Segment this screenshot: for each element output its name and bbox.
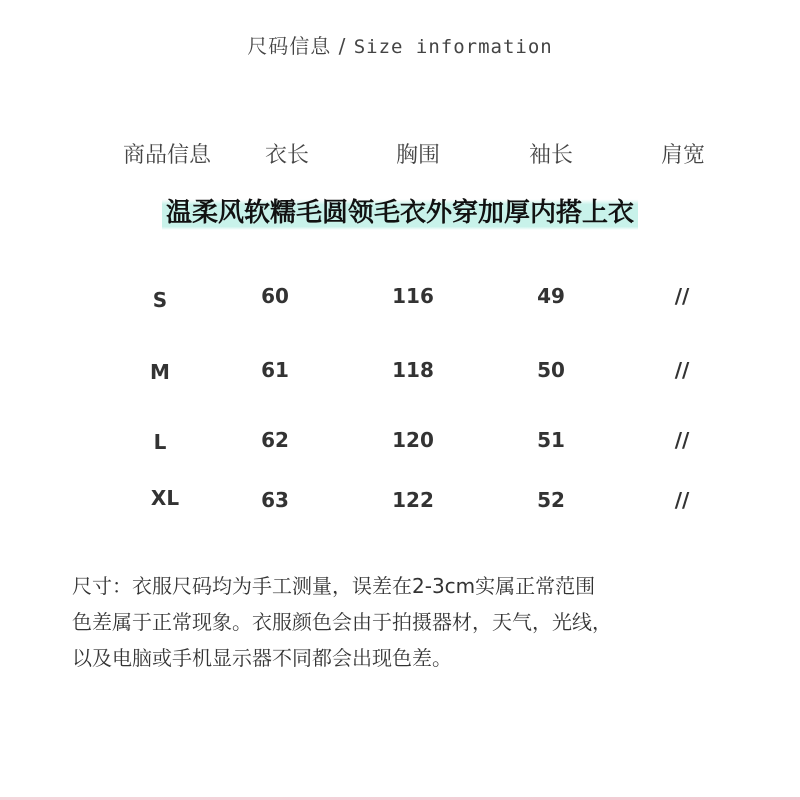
length-cell: 63 xyxy=(261,488,289,512)
column-header-shoulder: 肩宽 xyxy=(660,143,706,168)
title-chinese: 尺码信息 xyxy=(247,34,332,58)
note-line: 以及电脑或手机显示器不同都会出现色差。 xyxy=(72,646,452,670)
table-row xyxy=(0,428,800,464)
table-row xyxy=(0,284,800,320)
size-cell: XL xyxy=(150,486,180,510)
shoulder-cell: // xyxy=(674,284,690,308)
size-cell: M xyxy=(150,360,170,384)
sleeve-cell: 49 xyxy=(537,284,565,308)
sleeve-cell: 52 xyxy=(537,488,565,512)
column-header-product-info: 商品信息 xyxy=(122,143,212,168)
chest-cell: 116 xyxy=(392,284,434,308)
size-cell: S xyxy=(152,288,168,312)
note-line: 色差属于正常现象。衣服颜色会由于拍摄器材，天气，光线， xyxy=(72,610,612,634)
title-separator: / xyxy=(331,34,354,58)
product-name xyxy=(0,192,800,229)
shoulder-cell: // xyxy=(674,358,690,382)
column-header-sleeve: 袖长 xyxy=(528,143,574,168)
shoulder-cell: // xyxy=(674,428,690,452)
note-line: 尺寸：衣服尺码均为手工测量，误差在2-3cm实属正常范围 xyxy=(72,574,596,598)
sleeve-cell: 50 xyxy=(537,358,565,382)
column-header-chest: 胸围 xyxy=(395,143,441,168)
chest-cell: 122 xyxy=(392,488,434,512)
table-header-row xyxy=(0,138,800,170)
page-title xyxy=(0,30,800,59)
chest-cell: 120 xyxy=(392,428,434,452)
product-name-text: 温柔风软糯毛圆领毛衣外穿加厚内搭上衣 xyxy=(162,196,638,230)
title-english: Size information xyxy=(353,36,553,58)
size-notes xyxy=(72,568,732,676)
table-row xyxy=(0,488,800,524)
length-cell: 62 xyxy=(261,428,289,452)
column-header-length: 衣长 xyxy=(264,143,310,168)
length-cell: 61 xyxy=(261,358,289,382)
table-row xyxy=(0,358,800,394)
length-cell: 60 xyxy=(261,284,289,308)
size-cell: L xyxy=(153,430,167,454)
sleeve-cell: 51 xyxy=(537,428,565,452)
shoulder-cell: // xyxy=(674,488,690,512)
chest-cell: 118 xyxy=(392,358,434,382)
